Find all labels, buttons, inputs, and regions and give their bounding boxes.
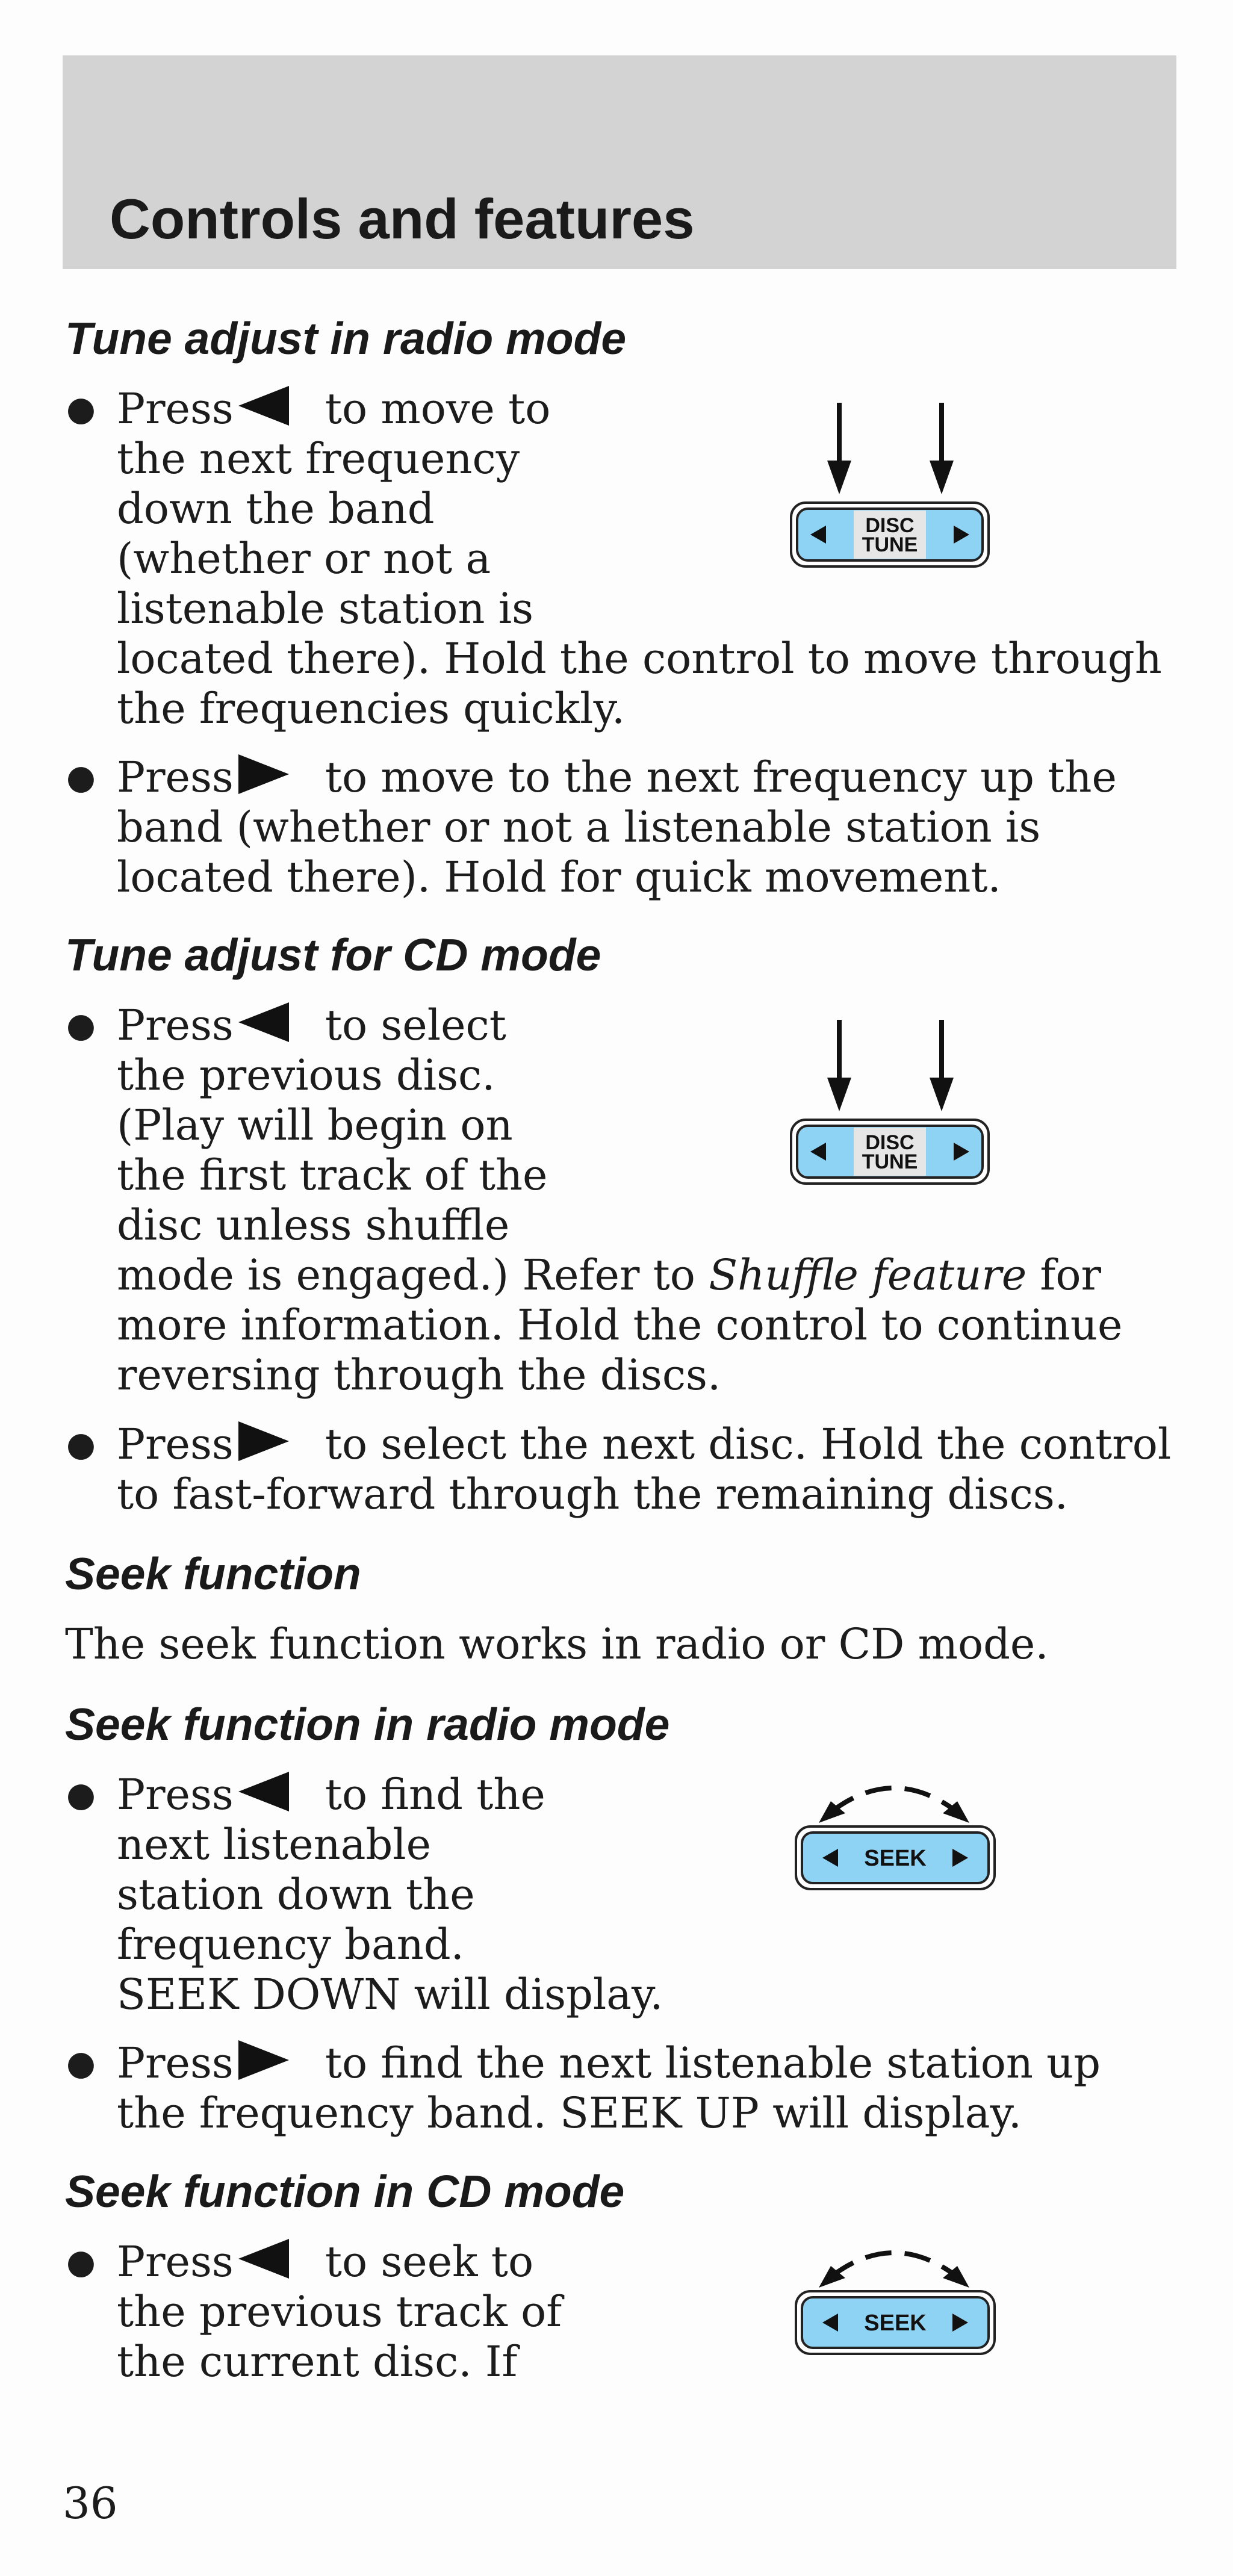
disc-tune-button (791, 1120, 989, 1184)
disc-tune-diagram-radio (789, 400, 993, 577)
svg-text:DISC: DISC (865, 1131, 915, 1154)
heading-seek: Seek function (65, 1548, 361, 1599)
bullet-dot: ● (66, 1775, 96, 1814)
shuffle-feature-reference: Shuffle feature (709, 1250, 1027, 1300)
bullet-dot: ● (66, 758, 96, 797)
heading-seek-radio: Seek function in radio mode (65, 1699, 670, 1749)
svg-text:TUNE: TUNE (862, 1150, 918, 1173)
left-triangle-icon (236, 385, 291, 427)
bullet-dot: ● (66, 1006, 96, 1045)
left-triangle-icon (236, 1001, 291, 1043)
seek-diagram-cd (789, 2235, 1005, 2357)
down-arrow-icon (827, 403, 851, 494)
right-triangle-icon (236, 2039, 291, 2081)
bullet-dot: ● (66, 1425, 96, 1464)
curved-double-arrow-icon (819, 1788, 969, 1823)
down-arrow-icon (930, 1020, 954, 1111)
disc-tune-button (791, 503, 989, 566)
bullet-tune-cd-prev: ● Press to select the previous disc. (Play will begin on the first track of the disc unless shuffle mode is engaged.) Refer to Shuffle feature for more information. Hold the control to continue reversing through the discs. (66, 1001, 1123, 1400)
page-header (63, 55, 1176, 269)
heading-tune-radio: Tune adjust in radio mode (65, 313, 627, 364)
curved-double-arrow-icon (819, 2253, 969, 2288)
right-triangle-icon (236, 753, 291, 795)
down-arrow-icon (930, 403, 954, 494)
seek-diagram-radio (789, 1770, 1005, 1893)
seek-button (796, 2291, 995, 2354)
disc-tune-diagram-cd (789, 1017, 993, 1194)
bullet-seek-radio-up: ● Press to find the next listenable station up the frequency band. SEEK UP will display. (66, 2038, 1101, 2138)
svg-text:DISC: DISC (865, 514, 915, 537)
svg-text:SEEK: SEEK (864, 2311, 927, 2336)
heading-tune-cd: Tune adjust for CD mode (65, 930, 601, 980)
right-triangle-icon (236, 1420, 291, 1462)
bullet-dot: ● (66, 2044, 96, 2083)
bullet-tune-radio-down: ● Press to move to the next frequency down the band (whether or not a listenable station is located there). Hold the control to move through the frequencies quickly. (66, 384, 1162, 733)
bullet-dot: ● (66, 2242, 96, 2282)
svg-text:TUNE: TUNE (862, 533, 918, 556)
bullet-seek-cd-prev: ● Press to seek to the previous track of the current disc. If (66, 2237, 562, 2386)
left-triangle-icon (236, 1771, 291, 1813)
page-number: 36 (63, 2478, 118, 2528)
bullet-tune-cd-next: ● Press to select the next disc. Hold the control to fast-forward through the remaining discs. (66, 1420, 1172, 1519)
page-title: Controls and features (110, 187, 695, 250)
svg-text:SEEK: SEEK (864, 1846, 927, 1871)
bullet-dot: ● (66, 390, 96, 429)
left-triangle-icon (236, 2238, 291, 2280)
bullet-seek-radio-down: ● Press to find the next listenable station down the frequency band. SEEK DOWN will display. (66, 1770, 663, 2019)
bullet-tune-radio-up: ● Press to move to the next frequency up the band (whether or not a listenable station is located there). Hold for quick movement. (66, 753, 1117, 902)
seek-description: The seek function works in radio or CD mode. (65, 1619, 1049, 1669)
seek-button (796, 1826, 995, 1889)
down-arrow-icon (827, 1020, 851, 1111)
heading-seek-cd: Seek function in CD mode (65, 2166, 625, 2217)
